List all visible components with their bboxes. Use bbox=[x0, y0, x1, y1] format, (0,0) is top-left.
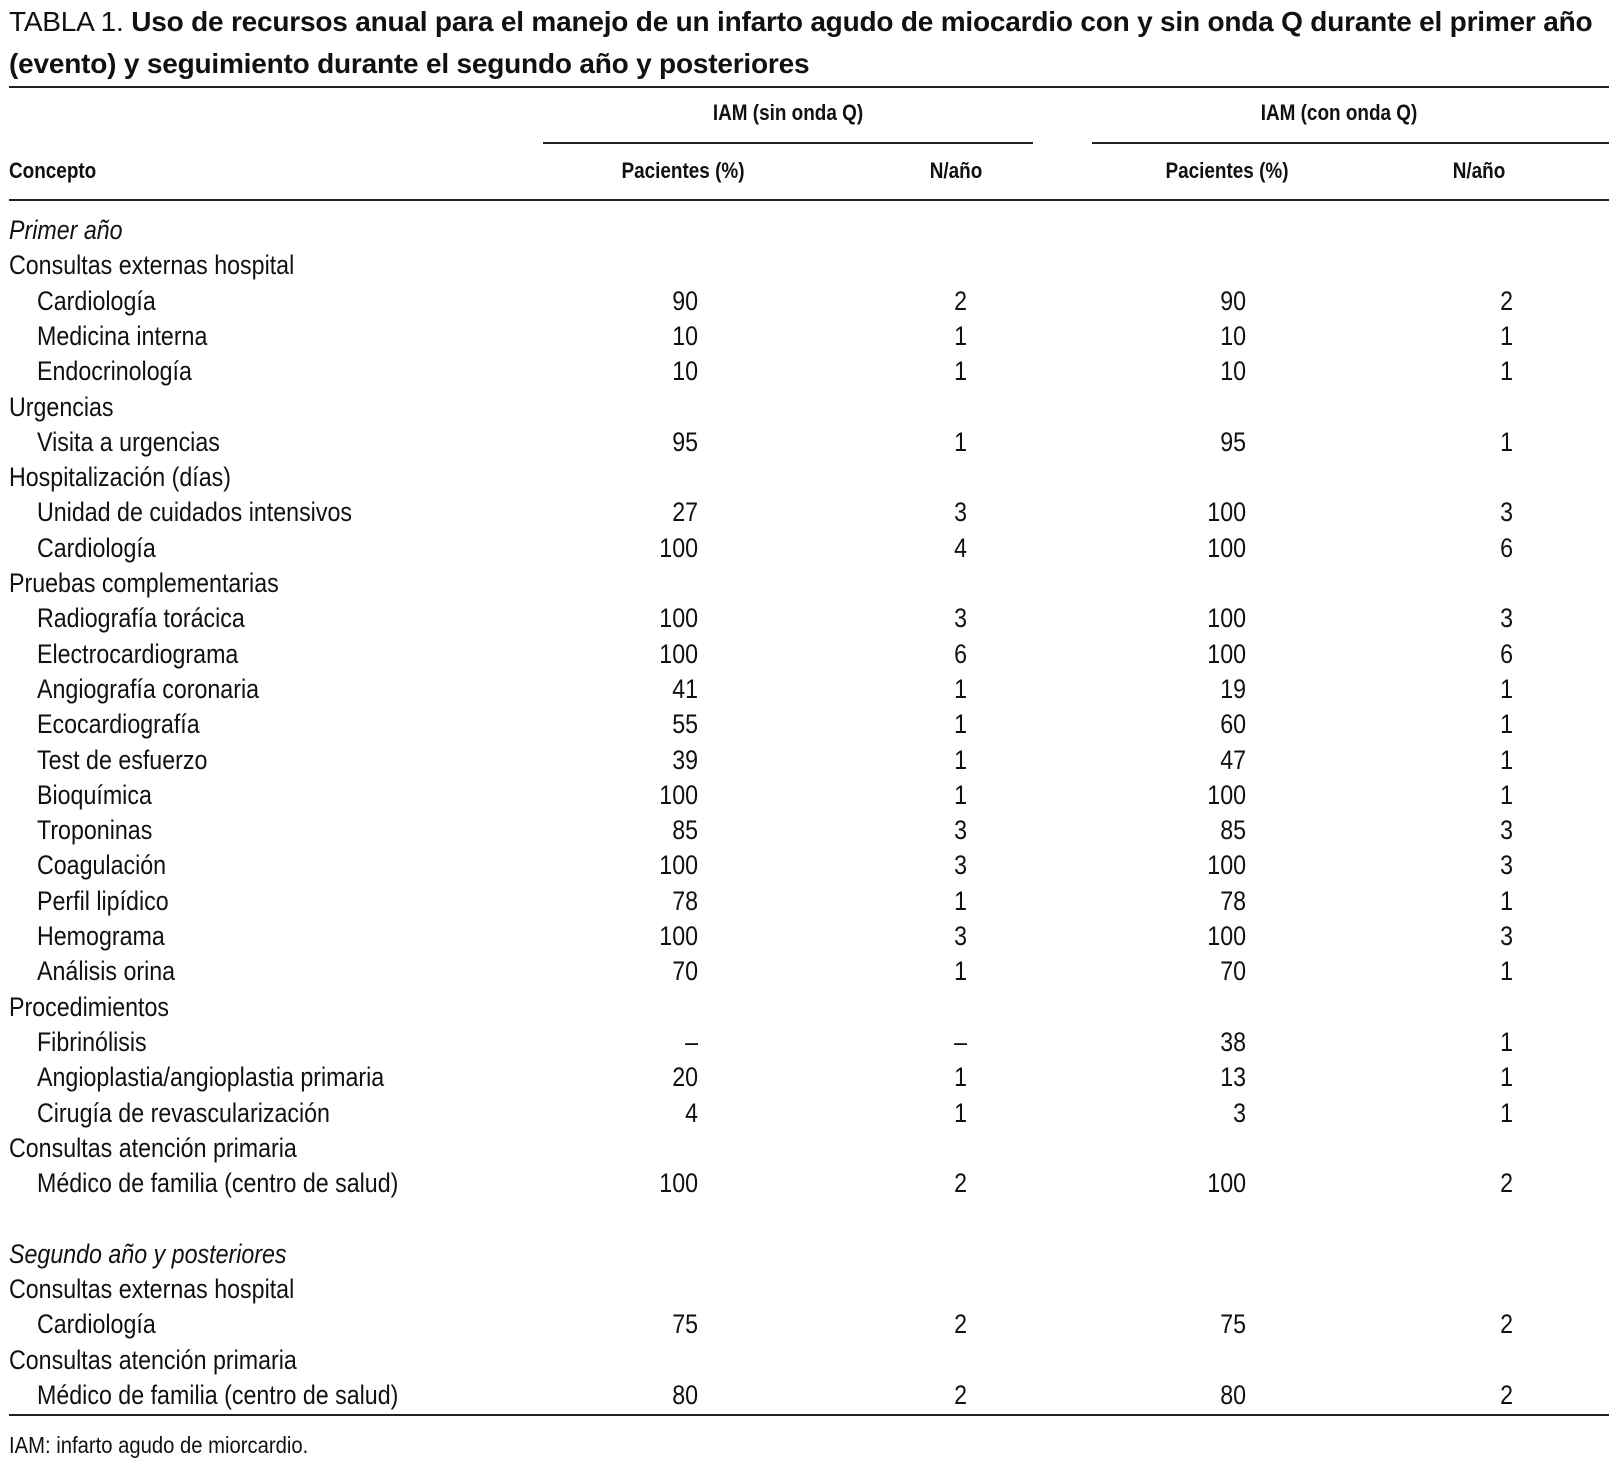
cell-pacientes-sin-q: – bbox=[685, 1026, 698, 1057]
cell-pacientes-sin-q: 95 bbox=[672, 426, 698, 457]
cell-pacientes-sin-q: 100 bbox=[659, 532, 698, 563]
column-header-nano-2: N/año bbox=[1452, 158, 1506, 183]
table-caption bbox=[9, 1, 1609, 85]
cell-nano-con-q: 1 bbox=[1500, 1097, 1513, 1128]
category-label: Urgencias bbox=[9, 391, 114, 422]
row-label: Angioplastia/angioplastia primaria bbox=[37, 1062, 385, 1093]
category-label: Procedimientos bbox=[9, 991, 170, 1022]
cell-nano-sin-q: 1 bbox=[954, 426, 967, 457]
table-footnote: IAM: infarto agudo de miorcardio. bbox=[9, 1432, 309, 1458]
cell-pacientes-con-q: 90 bbox=[1220, 285, 1246, 316]
cell-nano-con-q: 2 bbox=[1500, 1309, 1513, 1340]
category-label: Consultas externas hospital bbox=[9, 250, 295, 281]
cell-pacientes-con-q: 10 bbox=[1220, 356, 1246, 387]
cell-nano-sin-q: 3 bbox=[954, 603, 967, 634]
column-header-pacientes-2: Pacientes (%) bbox=[1165, 158, 1289, 183]
cell-pacientes-con-q: 100 bbox=[1207, 638, 1246, 669]
cell-nano-sin-q: 2 bbox=[954, 1168, 967, 1199]
cell-nano-con-q: 3 bbox=[1500, 921, 1513, 951]
table-section-row bbox=[9, 1236, 1609, 1272]
table-row bbox=[9, 1377, 1609, 1413]
cell-nano-con-q: 1 bbox=[1500, 885, 1513, 916]
row-label: Cirugía de revascularización bbox=[37, 1097, 330, 1128]
column-header-concepto: Concepto bbox=[9, 158, 97, 183]
cell-pacientes-con-q: 38 bbox=[1220, 1026, 1246, 1057]
column-header-nano-1: N/año bbox=[929, 158, 983, 183]
table-row bbox=[9, 283, 1609, 319]
cell-pacientes-con-q: 100 bbox=[1207, 921, 1246, 951]
table-row bbox=[9, 530, 1609, 566]
table-row bbox=[9, 671, 1609, 707]
cell-nano-sin-q: 1 bbox=[954, 709, 967, 740]
cell-pacientes-con-q: 95 bbox=[1220, 426, 1246, 457]
table-row bbox=[9, 918, 1609, 954]
cell-pacientes-sin-q: 100 bbox=[659, 603, 698, 634]
cell-nano-con-q: 3 bbox=[1500, 497, 1513, 528]
cell-nano-sin-q: – bbox=[954, 1026, 967, 1057]
cell-nano-sin-q: 6 bbox=[954, 638, 967, 669]
cell-nano-con-q: 2 bbox=[1500, 285, 1513, 316]
cell-nano-con-q: 3 bbox=[1500, 603, 1513, 634]
category-label: Consultas atención primaria bbox=[9, 1344, 297, 1375]
table-row bbox=[9, 742, 1609, 778]
row-label: Radiografía torácica bbox=[37, 603, 245, 634]
cell-pacientes-con-q: 100 bbox=[1207, 603, 1246, 634]
table-row bbox=[9, 1095, 1609, 1131]
row-label: Test de esfuerzo bbox=[37, 744, 208, 775]
section-label: Segundo año y posteriores bbox=[9, 1238, 287, 1269]
cell-pacientes-sin-q: 85 bbox=[672, 815, 698, 846]
cell-nano-sin-q: 1 bbox=[954, 885, 967, 916]
row-label: Hemograma bbox=[37, 921, 165, 951]
row-label: Bioquímica bbox=[37, 779, 152, 810]
cell-pacientes-con-q: 13 bbox=[1220, 1062, 1246, 1093]
cell-nano-sin-q: 1 bbox=[954, 779, 967, 810]
table-row bbox=[9, 953, 1609, 989]
cell-pacientes-con-q: 3 bbox=[1233, 1097, 1246, 1128]
section-label: Primer año bbox=[9, 215, 123, 245]
table-row bbox=[9, 494, 1609, 530]
cell-nano-sin-q: 3 bbox=[954, 921, 967, 951]
table-category-row bbox=[9, 1342, 1609, 1378]
cell-nano-con-q: 1 bbox=[1500, 956, 1513, 987]
cell-nano-con-q: 1 bbox=[1500, 320, 1513, 351]
cell-nano-sin-q: 1 bbox=[954, 1062, 967, 1093]
cell-pacientes-con-q: 78 bbox=[1220, 885, 1246, 916]
cell-nano-sin-q: 2 bbox=[954, 285, 967, 316]
cell-nano-con-q: 2 bbox=[1500, 1168, 1513, 1199]
table-row bbox=[9, 1024, 1609, 1060]
table-row bbox=[9, 812, 1609, 848]
row-label: Cardiología bbox=[37, 285, 156, 316]
cell-nano-sin-q: 2 bbox=[954, 1309, 967, 1340]
cell-pacientes-con-q: 100 bbox=[1207, 1168, 1246, 1199]
cell-pacientes-sin-q: 80 bbox=[672, 1379, 698, 1410]
cell-nano-sin-q: 1 bbox=[954, 744, 967, 775]
header-bottom-rule bbox=[9, 199, 1609, 201]
cell-pacientes-sin-q: 27 bbox=[672, 497, 698, 528]
cell-pacientes-sin-q: 55 bbox=[672, 709, 698, 740]
cell-pacientes-sin-q: 4 bbox=[685, 1097, 698, 1128]
cell-pacientes-sin-q: 100 bbox=[659, 921, 698, 951]
row-label: Perfil lipídico bbox=[37, 885, 169, 916]
row-label: Medicina interna bbox=[37, 320, 208, 351]
cell-nano-sin-q: 4 bbox=[954, 532, 967, 563]
table-row bbox=[9, 1165, 1609, 1201]
cell-pacientes-sin-q: 100 bbox=[659, 1168, 698, 1199]
group2-underline bbox=[1092, 142, 1609, 144]
cell-nano-sin-q: 1 bbox=[954, 956, 967, 987]
cell-nano-con-q: 6 bbox=[1500, 638, 1513, 669]
row-label: Troponinas bbox=[37, 815, 153, 846]
row-label: Médico de familia (centro de salud) bbox=[37, 1168, 399, 1199]
row-label: Endocrinología bbox=[37, 356, 192, 387]
row-label: Fibrinólisis bbox=[37, 1026, 147, 1057]
table-row bbox=[9, 706, 1609, 742]
caption-title: Uso de recursos anual para el manejo de un infarto agudo de miocardio con y sin onda Q durante el primer año (evento) y seguimiento durante el segundo año y posteriores bbox=[9, 6, 1593, 79]
table-row bbox=[9, 318, 1609, 354]
category-label: Hospitalización (días) bbox=[9, 462, 231, 493]
column-header-pacientes-1: Pacientes (%) bbox=[621, 158, 745, 183]
cell-pacientes-sin-q: 10 bbox=[672, 356, 698, 387]
table-category-row bbox=[9, 459, 1609, 495]
row-label: Cardiología bbox=[37, 1309, 156, 1340]
cell-pacientes-con-q: 70 bbox=[1220, 956, 1246, 987]
cell-pacientes-con-q: 19 bbox=[1220, 673, 1246, 704]
cell-pacientes-con-q: 75 bbox=[1220, 1309, 1246, 1340]
cell-pacientes-sin-q: 20 bbox=[672, 1062, 698, 1093]
category-label: Pruebas complementarias bbox=[9, 568, 279, 598]
row-label: Angiografía coronaria bbox=[37, 673, 260, 704]
group-header-sin-onda-q: IAM (sin onda Q) bbox=[712, 100, 864, 125]
cell-nano-con-q: 1 bbox=[1500, 1062, 1513, 1093]
cell-pacientes-sin-q: 100 bbox=[659, 638, 698, 669]
row-label: Médico de familia (centro de salud) bbox=[37, 1379, 399, 1410]
top-rule bbox=[9, 86, 1609, 88]
cell-nano-con-q: 3 bbox=[1500, 815, 1513, 846]
cell-pacientes-con-q: 100 bbox=[1207, 497, 1246, 528]
table-category-row bbox=[9, 1271, 1609, 1307]
cell-pacientes-con-q: 47 bbox=[1220, 744, 1246, 775]
table-row bbox=[9, 1059, 1609, 1095]
cell-pacientes-con-q: 100 bbox=[1207, 779, 1246, 810]
category-label: Consultas atención primaria bbox=[9, 1132, 297, 1163]
table-row bbox=[9, 353, 1609, 389]
cell-nano-con-q: 2 bbox=[1500, 1379, 1513, 1410]
cell-nano-con-q: 6 bbox=[1500, 532, 1513, 563]
cell-pacientes-sin-q: 70 bbox=[672, 956, 698, 987]
cell-pacientes-sin-q: 39 bbox=[672, 744, 698, 775]
table-spacer bbox=[9, 1200, 1609, 1236]
cell-nano-con-q: 1 bbox=[1500, 709, 1513, 740]
row-label: Visita a urgencias bbox=[37, 426, 220, 457]
bottom-rule bbox=[9, 1414, 1609, 1416]
cell-nano-sin-q: 2 bbox=[954, 1379, 967, 1410]
cell-nano-sin-q: 1 bbox=[954, 320, 967, 351]
table-row bbox=[9, 600, 1609, 636]
cell-pacientes-sin-q: 78 bbox=[672, 885, 698, 916]
table-row bbox=[9, 847, 1609, 883]
cell-nano-sin-q: 3 bbox=[954, 815, 967, 846]
table-category-row bbox=[9, 565, 1609, 601]
cell-pacientes-con-q: 100 bbox=[1207, 532, 1246, 563]
cell-nano-sin-q: 3 bbox=[954, 850, 967, 881]
table-row bbox=[9, 424, 1609, 460]
cell-pacientes-sin-q: 90 bbox=[672, 285, 698, 316]
cell-nano-con-q: 3 bbox=[1500, 850, 1513, 881]
cell-nano-con-q: 1 bbox=[1500, 356, 1513, 387]
table-row bbox=[9, 777, 1609, 813]
cell-pacientes-con-q: 80 bbox=[1220, 1379, 1246, 1410]
table-category-row bbox=[9, 1130, 1609, 1166]
row-label: Unidad de cuidados intensivos bbox=[37, 497, 352, 528]
cell-nano-con-q: 1 bbox=[1500, 426, 1513, 457]
cell-nano-con-q: 1 bbox=[1500, 673, 1513, 704]
category-label: Consultas externas hospital bbox=[9, 1274, 295, 1304]
row-label: Ecocardiografía bbox=[37, 709, 200, 740]
cell-pacientes-con-q: 85 bbox=[1220, 815, 1246, 846]
row-label: Electrocardiograma bbox=[37, 638, 239, 669]
cell-pacientes-con-q: 100 bbox=[1207, 850, 1246, 881]
cell-pacientes-sin-q: 100 bbox=[659, 779, 698, 810]
caption-label: TABLA 1. bbox=[9, 6, 124, 37]
cell-nano-sin-q: 1 bbox=[954, 673, 967, 704]
table-row bbox=[9, 1306, 1609, 1342]
cell-nano-con-q: 1 bbox=[1500, 1026, 1513, 1057]
table-row bbox=[9, 883, 1609, 919]
group-header-con-onda-q: IAM (con onda Q) bbox=[1260, 100, 1418, 125]
table-section-row bbox=[9, 212, 1609, 248]
table-row bbox=[9, 636, 1609, 672]
cell-pacientes-sin-q: 41 bbox=[672, 673, 698, 704]
cell-pacientes-sin-q: 10 bbox=[672, 320, 698, 351]
cell-pacientes-sin-q: 75 bbox=[672, 1309, 698, 1340]
cell-pacientes-con-q: 60 bbox=[1220, 709, 1246, 740]
row-label: Análisis orina bbox=[37, 956, 176, 987]
cell-pacientes-sin-q: 100 bbox=[659, 850, 698, 881]
cell-nano-sin-q: 1 bbox=[954, 356, 967, 387]
cell-pacientes-con-q: 10 bbox=[1220, 320, 1246, 351]
cell-nano-sin-q: 1 bbox=[954, 1097, 967, 1128]
table-category-row bbox=[9, 247, 1609, 283]
cell-nano-con-q: 1 bbox=[1500, 744, 1513, 775]
table-figure bbox=[9, 0, 1609, 1458]
group1-underline bbox=[543, 142, 1033, 144]
table-category-row bbox=[9, 389, 1609, 425]
row-label: Cardiología bbox=[37, 532, 156, 563]
cell-nano-con-q: 1 bbox=[1500, 779, 1513, 810]
table-category-row bbox=[9, 989, 1609, 1025]
row-label: Coagulación bbox=[37, 850, 167, 881]
cell-nano-sin-q: 3 bbox=[954, 497, 967, 528]
